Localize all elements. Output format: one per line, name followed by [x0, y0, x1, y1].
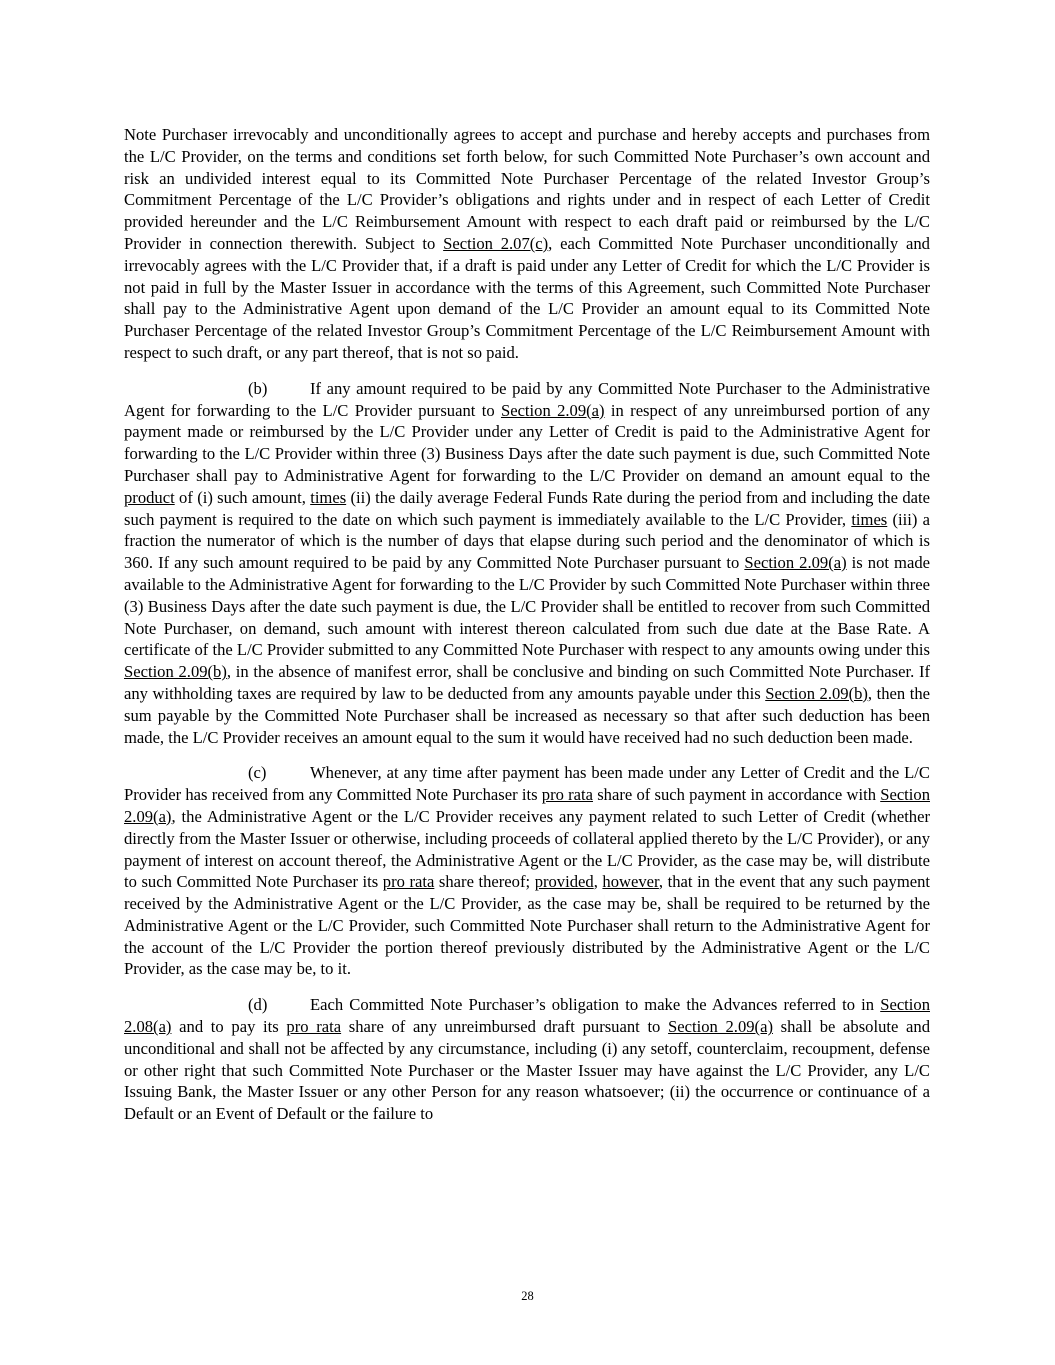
paragraph-text: share thereof;	[434, 872, 535, 892]
paragraph-b	[124, 378, 930, 749]
paragraph-text: , each Committed Note Purchaser unconditionally and irrevocably agrees with the L/C Provider that, if a draft is paid under any Letter of Credit for which the L/C Provider is not paid in full by the Master Issuer in accordance with the terms of this Agreement, such Committed Note Purchaser shall pay to the Administrative Agent upon demand of the L/C Provider an amount equal to its Committed Note Purchaser Percentage of the related Investor Group’s Commitment Percentage of the L/C Reimbursement Amount with respect to such draft, or any part thereof, that is not so paid.	[124, 233, 930, 362]
paragraph-text: , in the absence of manifest error, shall be conclusive and binding on such Committed Note Purchaser. If any withholding taxes are required by law to be deducted from any amounts payable under this	[124, 662, 930, 703]
underlined-term: provided	[534, 872, 594, 892]
paragraph-text: , that in the event that any such payment received by the Administrative Agent or the L/C Provider, as the case may be, shall be required to be returned by the Administrative Agent or the L/C Provider, such Committed Note Purchaser shall return to the Administrative Agent for the account of the L/C Provider the portion thereof previously distributed by the Administrative Agent or the L/C Provider, as the case may be, to it.	[124, 872, 931, 979]
paragraph-text: , the Administrative Agent or the L/C Provider receives any payment related to such Letter of Credit (whether directly from the Master Issuer or otherwise, including proceeds of collateral applied thereto by the L/C Provider), or any payment of interest on account thereof, the Administrative Agent or the L/C Provider, as the case may be, will distribute to such Committed Note Purchaser its	[124, 806, 930, 892]
underlined-term: however	[602, 872, 659, 892]
underlined-term: Section 2.08(a)	[124, 995, 930, 1037]
page-number: 28	[521, 1289, 534, 1303]
underlined-term: Section 2.09(a)	[744, 553, 847, 573]
paragraph-text: share of such payment in accordance with	[592, 785, 881, 805]
paragraph-d	[124, 994, 930, 1125]
paragraph-text: ,	[593, 872, 603, 892]
paragraph-label: (c)	[248, 763, 267, 783]
paragraph-text: is not made available to the Administrative Agent for forwarding to the L/C Provider by such Committed Note Purchaser within three (3) Business Days after the date such payment is due, the L/C Provider shall be entitled to recover from such Committed Note Purchaser, on demand, such amount with interest thereon calculated from such due date at the Base Rate. A certificate of the L/C Provider submitted to any Committed Note Purchaser with respect to any amounts owing under this	[124, 553, 931, 660]
underlined-term: pro rata	[541, 785, 593, 805]
paragraph-label: (b)	[248, 378, 268, 398]
paragraph-text: of (i) such amount,	[174, 487, 311, 507]
paragraph-text: (iii) a fraction the numerator of which is the number of days that elapse during such period and the denominator of which is 360. If any such amount required to be paid by any Committed Note Purchaser pursuant to	[124, 509, 930, 573]
underlined-term: pro rata	[286, 1017, 342, 1037]
underlined-term: Section 2.09(a)	[500, 400, 605, 420]
paragraph-continuation	[124, 124, 930, 364]
underlined-term: Section 2.09(a)	[124, 785, 930, 826]
paragraph-label: (d)	[248, 995, 268, 1015]
paragraph-text: and to pay its	[171, 1017, 287, 1037]
underlined-term: product	[124, 487, 175, 507]
underlined-term: pro rata	[382, 872, 435, 892]
paragraph-text: shall be absolute and unconditional and shall not be affected by any circumstance, including (i) any setoff, counterclaim, recoupment, defense or other right that such Committed Note Purchaser or the Master Issuer may have against the L/C Provider, any L/C Issuing Bank, the Master Issuer or any other Person for any reason whatsoever; (ii) the occurrence or continuance of a Default or an Event of Default or the failure to	[124, 1017, 930, 1124]
underlined-term: Section 2.09(a)	[668, 1017, 773, 1037]
paragraph-text: (ii) the daily average Federal Funds Rate during the period from and including the date such payment is required to the date on which such payment is immediately available to the L/C Provider,	[124, 487, 930, 529]
underlined-term: times	[851, 509, 888, 529]
paragraph-text: , then the sum payable by the Committed Note Purchaser shall be increased as necessary so that after such deduction has been made, the L/C Provider receives an amount equal to the sum it would have received had no such deduction been made.	[124, 683, 930, 747]
underlined-term: Section 2.07(c)	[443, 233, 549, 253]
paragraph-text: Note Purchaser irrevocably and unconditionally agrees to accept and purchase and hereby accepts and purchases from the L/C Provider, on the terms and conditions set forth below, for such Committed Note Purchaser’s own account and risk an undivided interest equal to its Committed Note Purchaser Percentage of the related Investor Group’s Commitment Percentage of the L/C Provider’s obligations and rights under and in respect of each Letter of Credit provided hereunder and the L/C Reimbursement Amount with respect to each draft paid or reimbursed by the L/C Provider in connection therewith. Subject to	[124, 125, 930, 253]
underlined-term: times	[310, 487, 347, 507]
paragraph-text: in respect of any unreimbursed portion of any payment made or reimbursed by the L/C Provider under any Letter of Credit is paid to the Administrative Agent for forwarding to the L/C Provider within three (3) Business Days after the date such payment is due, such Committed Note Purchaser shall pay to Administrative Agent for forwarding to the L/C Provider on demand an amount equal to the	[124, 400, 930, 485]
underlined-term: Section 2.09(b)	[765, 683, 868, 703]
underlined-term: Section 2.09(b)	[124, 662, 227, 682]
paragraph-text: If any amount required to be paid by any Committed Note Purchaser to the Administrative Agent for forwarding to the L/C Provider pursuant to	[124, 378, 930, 420]
paragraph-text: Whenever, at any time after payment has been made under any Letter of Credit and the L/C Provider has received from any Committed Note Purchaser its	[124, 763, 930, 805]
document-page	[124, 124, 930, 1139]
paragraph-text: share of any unreimbursed draft pursuant to	[341, 1017, 669, 1037]
paragraph-text: Each Committed Note Purchaser’s obligation to make the Advances referred to in	[310, 995, 881, 1015]
paragraph-c	[124, 762, 930, 980]
